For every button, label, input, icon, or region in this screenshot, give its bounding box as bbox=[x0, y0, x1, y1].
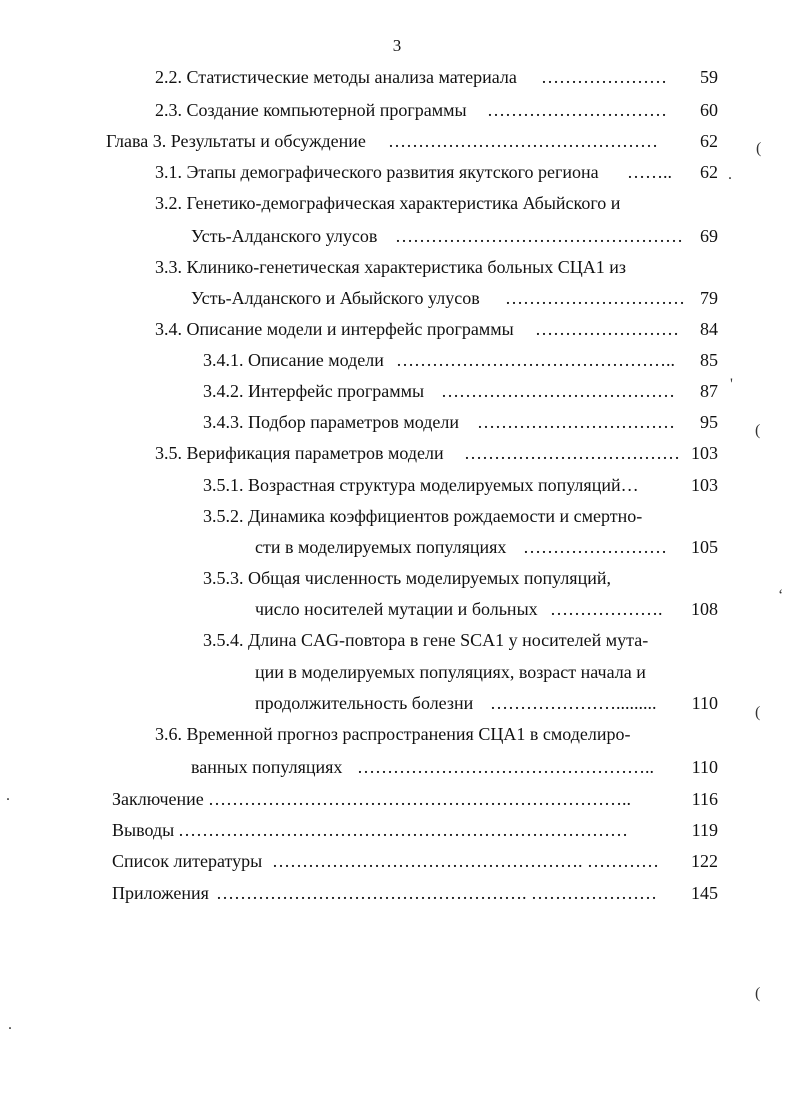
toc-leader-dots: ……………………………………… bbox=[388, 131, 658, 151]
toc-line bbox=[0, 64, 794, 90]
toc-line bbox=[0, 190, 794, 216]
toc-page-number: 119 bbox=[691, 820, 718, 840]
toc-line bbox=[0, 690, 794, 716]
toc-entry-title: Усть-Алданского улусов bbox=[191, 226, 378, 246]
toc-page-number: 59 bbox=[700, 67, 718, 87]
toc-leader-dots: …………………… bbox=[535, 319, 679, 339]
toc-line bbox=[0, 159, 794, 185]
toc-line bbox=[0, 880, 794, 906]
toc-entry-title: 3.4. Описание модели и интерфейс программы bbox=[155, 319, 514, 339]
toc-leader-dots: ……………………………………………. ………………… bbox=[216, 883, 657, 903]
toc-entry-title: Приложения bbox=[112, 883, 209, 903]
toc-line bbox=[0, 659, 794, 685]
toc-entry-title: 3.5.2. Динамика коэффициентов рождаемости и смертно- bbox=[203, 506, 643, 526]
toc-entry-title: 2.2. Статистические методы анализа материала bbox=[155, 67, 517, 87]
toc-leader-dots: ………………………… bbox=[505, 288, 685, 308]
toc-line bbox=[0, 347, 794, 373]
toc-leader-dots: …………………......... bbox=[490, 693, 657, 713]
toc-leader-dots: ……………………………………………. ………… bbox=[272, 851, 659, 871]
toc-line bbox=[0, 721, 794, 747]
toc-page-number: 105 bbox=[691, 537, 718, 557]
toc-entry-title: 3.3. Клинико-генетическая характеристика больных СЦА1 из bbox=[155, 257, 626, 277]
toc-entry-title: 3.5.1. Возрастная структура моделируемых популяций… bbox=[203, 475, 639, 495]
scan-speck: ( bbox=[755, 422, 761, 439]
toc-line bbox=[0, 754, 794, 780]
toc-entry-title: Заключение bbox=[112, 789, 204, 809]
toc-leader-dots: ………………… bbox=[541, 67, 667, 87]
toc-leader-dots: ………………………………… bbox=[441, 381, 675, 401]
scan-speck: ( bbox=[755, 985, 761, 1002]
toc-page-number: 69 bbox=[700, 226, 718, 246]
toc-page-number: 110 bbox=[691, 693, 718, 713]
toc-entry-title: 3.6. Временной прогноз распространения СЦА1 в смоделиро- bbox=[155, 724, 631, 744]
toc-line bbox=[0, 472, 794, 498]
toc-page-number: 103 bbox=[691, 475, 718, 495]
toc-line bbox=[0, 596, 794, 622]
toc-page-number: 108 bbox=[691, 599, 718, 619]
page-number: 3 bbox=[392, 36, 402, 55]
toc-line bbox=[0, 223, 794, 249]
toc-leader-dots: …………………… bbox=[523, 537, 667, 557]
toc-leader-dots: ………………………………………… bbox=[395, 226, 683, 246]
scan-speck: . bbox=[728, 166, 732, 183]
toc-entry-title: 3.5. Верификация параметров модели bbox=[155, 443, 444, 463]
toc-page-number: 87 bbox=[700, 381, 718, 401]
toc-entry-title: 3.1. Этапы демографического развития якутского региона bbox=[155, 162, 599, 182]
toc-line bbox=[0, 503, 794, 529]
scan-speck: . bbox=[8, 1016, 12, 1033]
toc-entry-title: 3.5.3. Общая численность моделируемых популяций, bbox=[203, 568, 611, 588]
toc-entry-title: Глава 3. Результаты и обсуждение bbox=[106, 131, 366, 151]
scan-speck: ‘ bbox=[778, 587, 784, 604]
toc-leader-dots: ……………………………………….. bbox=[396, 350, 675, 370]
toc-line bbox=[0, 534, 794, 560]
toc-page-number: 95 bbox=[700, 412, 718, 432]
toc-leader-dots: …………………………………………………………….. bbox=[208, 789, 631, 809]
toc-entry-title: 3.4.1. Описание модели bbox=[203, 350, 384, 370]
toc-page-number: 62 bbox=[700, 131, 718, 151]
toc-page-number: 79 bbox=[700, 288, 718, 308]
toc-entry-title: Выводы bbox=[112, 820, 175, 840]
toc-page-number: 60 bbox=[700, 100, 718, 120]
toc-line bbox=[0, 285, 794, 311]
toc-leader-dots: …………………………… bbox=[477, 412, 675, 432]
toc-page-number: 84 bbox=[700, 319, 718, 339]
toc-entry-title: 2.3. Создание компьютерной программы bbox=[155, 100, 467, 120]
toc-page-number: 116 bbox=[691, 789, 718, 809]
toc-page-number: 110 bbox=[691, 757, 718, 777]
toc-line bbox=[0, 786, 794, 812]
toc-leader-dots: ………………………………………………………………… bbox=[178, 820, 628, 840]
toc-line bbox=[0, 848, 794, 874]
toc-leader-dots: …….. bbox=[627, 162, 672, 182]
toc-entry-title: Список литературы bbox=[112, 851, 263, 871]
toc-line bbox=[0, 565, 794, 591]
toc-entry-title: Усть-Алданского и Абыйского улусов bbox=[191, 288, 480, 308]
toc-entry-title: 3.4.3. Подбор параметров модели bbox=[203, 412, 460, 432]
toc-line bbox=[0, 440, 794, 466]
scan-speck: ( bbox=[755, 704, 761, 721]
toc-entry-title: продолжительность болезни bbox=[255, 693, 474, 713]
toc-line bbox=[0, 378, 794, 404]
toc-line bbox=[0, 316, 794, 342]
toc-line bbox=[0, 627, 794, 653]
toc-line bbox=[0, 409, 794, 435]
toc-line bbox=[0, 254, 794, 280]
toc-entry-title: число носителей мутации и больных bbox=[255, 599, 538, 619]
toc-entry-title: ции в моделируемых популяциях, возраст начала и bbox=[255, 662, 646, 682]
toc-entry-title: 3.5.4. Длина CAG-повтора в гене SCA1 у носителей мута- bbox=[203, 630, 649, 650]
toc-page-number: 103 bbox=[691, 443, 718, 463]
toc-leader-dots: ……………………………… bbox=[464, 443, 680, 463]
toc-entry-title: ванных популяциях bbox=[191, 757, 343, 777]
scan-speck: ' bbox=[730, 376, 733, 393]
toc-entry-title: 3.2. Генетико-демографическая характеристика Абыйского и bbox=[155, 193, 621, 213]
toc-line bbox=[0, 817, 794, 843]
toc-page-number: 145 bbox=[691, 883, 718, 903]
toc-entry-title: 3.4.2. Интерфейс программы bbox=[203, 381, 425, 401]
toc-entry-title: сти в моделируемых популяциях bbox=[255, 537, 507, 557]
toc-line bbox=[0, 97, 794, 123]
toc-leader-dots: ………………………… bbox=[487, 100, 667, 120]
toc-page-number: 85 bbox=[700, 350, 718, 370]
toc-leader-dots: ………………. bbox=[550, 599, 663, 619]
scan-speck: ( bbox=[756, 140, 762, 157]
toc-leader-dots: ………………………………………….. bbox=[357, 757, 654, 777]
toc-line bbox=[0, 128, 794, 154]
toc-page-number: 122 bbox=[691, 851, 718, 871]
toc-page-number: 62 bbox=[700, 162, 718, 182]
scan-speck: . bbox=[6, 787, 10, 804]
